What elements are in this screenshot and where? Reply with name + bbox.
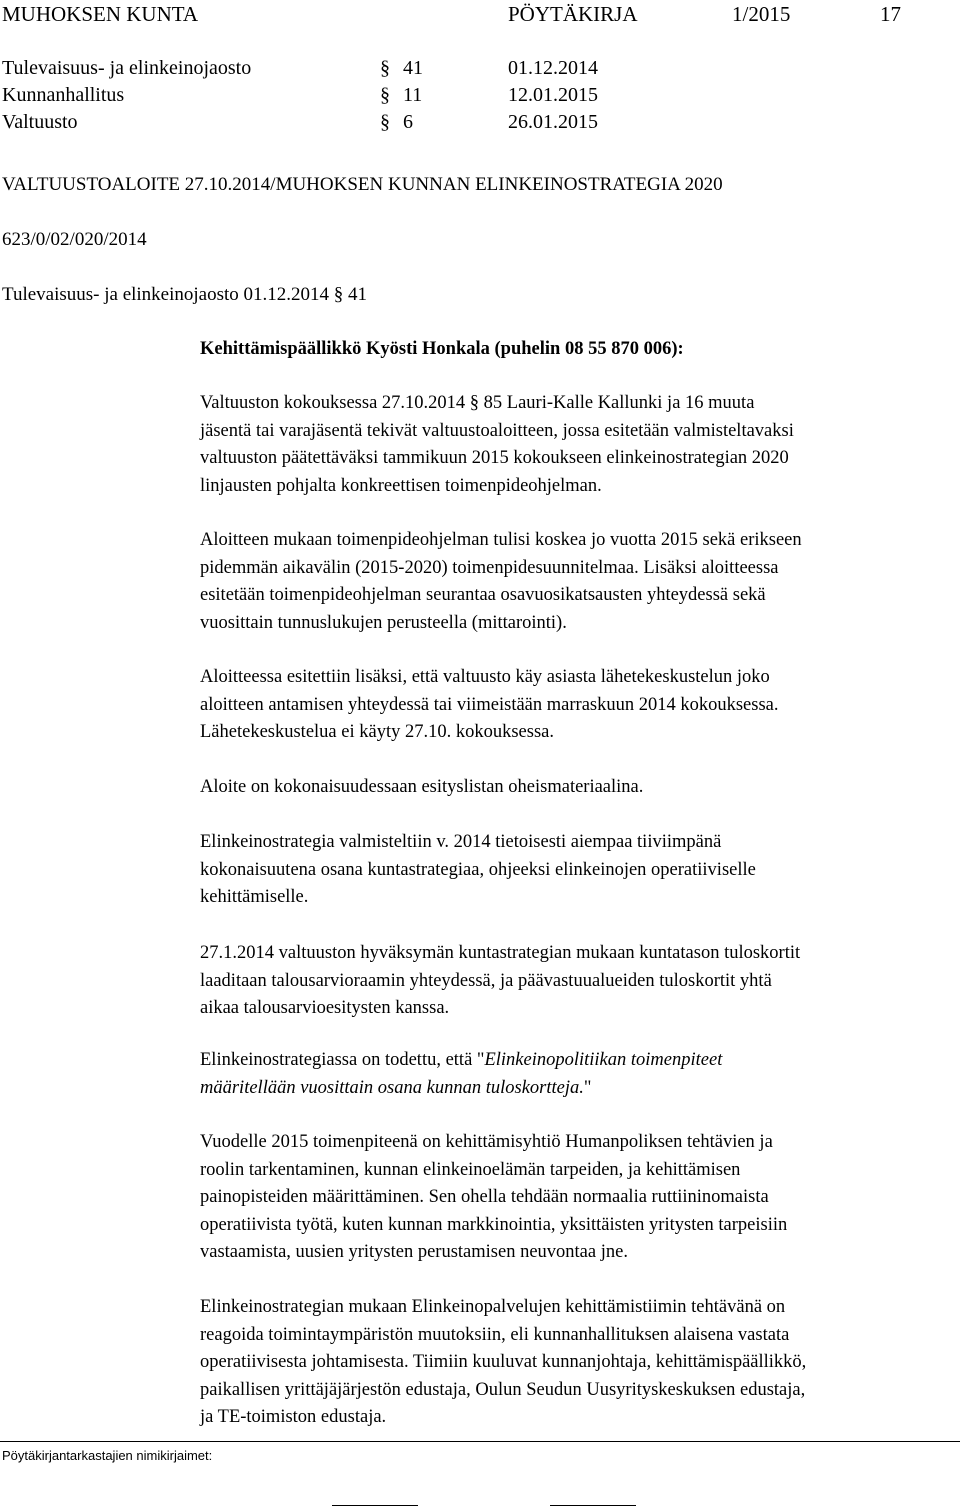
text-line: paikallisen yrittäjäjärjestön edustaja, Oulun Seudun Uusyrityskeskuksen edustaja, — [200, 1379, 806, 1400]
text-line: operatiivisesta johtamisesta. Tiimiin kuuluvat kunnanjohtaja, kehittämispäällikkö, — [200, 1352, 807, 1372]
text-run: Elinkeinostrategiassa on todettu, että " — [200, 1050, 485, 1070]
paragraph — [200, 1047, 958, 1102]
meeting-date: 26.01.2015 — [508, 111, 598, 133]
text-line: ja TE-toimiston edustaja. — [200, 1407, 387, 1427]
text-line: Lähetekeskustelua ei käyty 27.10. kokouksessa. — [200, 722, 554, 742]
paragraph — [200, 829, 958, 912]
text-line: esitetään toimenpideohjelman seurantaa osavuosikatsausten yhteydessä sekä — [200, 585, 766, 605]
text-line: laaditaan talousarvioraamin yhteydessä, ja päävastuualueiden tuloskortit yhtä — [200, 970, 772, 991]
document-type: PÖYTÄKIRJA — [508, 2, 638, 26]
text-line: vastaamista, uusien yritysten perustamisen neuvontaa jne. — [200, 1242, 628, 1262]
text-line: kokonaisuutena osana kuntastrategiaa, ohjeeksi elinkeinojen operatiiviselle — [200, 859, 756, 880]
meeting-section-number: 11 — [403, 84, 423, 106]
text-line: aikaa talousarvioesitysten kanssa. — [200, 998, 450, 1018]
signature-line — [332, 1505, 418, 1506]
text-line: Aloitteessa esitettiin lisäksi, että valtuusto käy asiasta lähetekeskustelun joko — [200, 667, 770, 687]
text-line: Elinkeinostrategia valmisteltiin v. 2014 tietoisesti aiempaa tiiviimpänä — [200, 832, 722, 852]
text-line: Elinkeinostrategian mukaan Elinkeinopalvelujen kehittämistiimin tehtävänä on — [200, 1297, 786, 1317]
meeting-section-number: 6 — [403, 111, 413, 133]
text-line — [200, 1047, 958, 1075]
meeting-date: 01.12.2014 — [508, 57, 598, 79]
section-sign: § — [380, 111, 390, 133]
section-sign: § — [380, 57, 390, 79]
footer-label: Pöytäkirjantarkastajien nimikirjaimet: — [2, 1448, 213, 1463]
text-line: Aloitteen mukaan toimenpideohjelman tulisi koskea jo vuotta 2015 sekä erikseen — [200, 530, 802, 550]
signature-line — [550, 1505, 636, 1506]
meeting-body: Valtuusto — [2, 111, 78, 133]
page-number: 17 — [880, 2, 901, 26]
document-number: 1/2015 — [732, 2, 791, 26]
paragraph — [200, 1129, 958, 1267]
quoted-text: Elinkeinopolitiikan toimenpiteet — [484, 1050, 723, 1070]
paragraph — [200, 774, 958, 802]
text-line: jäsentä tai varajäsentä tekivät valtuustoaloitteen, jossa esitetään valmisteltavaksi — [200, 420, 794, 441]
text-line: Valtuuston kokouksessa 27.10.2014 § 85 Lauri-Kalle Kallunki ja 16 muuta — [200, 393, 755, 413]
text-line: aloitteen antamisen yhteydessä tai viimeistään marraskuun 2014 kokouksessa. — [200, 694, 779, 715]
meeting-section-number: 41 — [403, 57, 423, 79]
text-line: Aloite on kokonaisuudessaan esityslistan oheismateriaalina. — [200, 777, 644, 797]
quoted-text: määritellään vuosittain osana kunnan tuloskortteja. — [200, 1077, 584, 1098]
municipality-name: MUHOKSEN KUNTA — [2, 2, 199, 26]
text-line: vuosittain tunnuslukujen perusteella (mittarointi). — [200, 612, 567, 633]
text-line: operatiivista työtä, kuten kunnan markkinointia, yksittäisten yritysten tarpeisiin — [200, 1214, 788, 1235]
text-line: roolin tarkentaminen, kunnan elinkeinoelämän tarpeiden, ja kehittämisen — [200, 1159, 741, 1180]
text-line — [200, 1075, 958, 1103]
meeting-body: Kunnanhallitus — [2, 84, 125, 106]
meeting-date: 12.01.2015 — [508, 84, 598, 106]
text-line: painopisteiden määrittäminen. Sen ohella tehdään normaalia ruttiininomaista — [200, 1187, 769, 1207]
text-line: linjausten pohjalta konkreettisen toimenpideohjelman. — [200, 475, 602, 496]
paragraph — [200, 664, 958, 747]
paragraph — [200, 527, 958, 637]
text-line: 27.1.2014 valtuuston hyväksymän kuntastrategian mukaan kuntatason tuloskortit — [200, 943, 801, 963]
diary-number: 623/0/02/020/2014 — [2, 229, 147, 250]
subject-title: VALTUUSTOALOITE 27.10.2014/MUHOKSEN KUNNAN ELINKEINOSTRATEGIA 2020 — [2, 174, 723, 195]
text-line: kehittämiselle. — [200, 887, 309, 907]
paragraph — [200, 390, 958, 500]
paragraph — [200, 940, 958, 1023]
text-line: Vuodelle 2015 toimenpiteenä on kehittämisyhtiö Humanpoliksen tehtävien ja — [200, 1132, 773, 1152]
text-run: " — [583, 1077, 592, 1098]
previous-handling: Tulevaisuus- ja elinkeinojaosto 01.12.2014 § 41 — [2, 284, 368, 305]
paragraph — [200, 1294, 958, 1432]
footer-divider — [0, 1441, 960, 1442]
meeting-body: Tulevaisuus- ja elinkeinojaosto — [2, 57, 252, 79]
text-line: reagoida toimintaympäristön muutoksiin, eli kunnanhallituksen alaisena vastata — [200, 1324, 790, 1345]
section-sign: § — [380, 84, 390, 106]
text-line: valtuuston päätettäväksi tammikuun 2015 kokoukseen elinkeinostrategian 2020 — [200, 448, 789, 468]
presenter-line: Kehittämispäällikkö Kyösti Honkala (puhelin 08 55 870 006): — [200, 339, 684, 359]
text-line: pidemmän aikavälin (2015-2020) toimenpidesuunnitelmaa. Lisäksi aloitteessa — [200, 557, 779, 578]
